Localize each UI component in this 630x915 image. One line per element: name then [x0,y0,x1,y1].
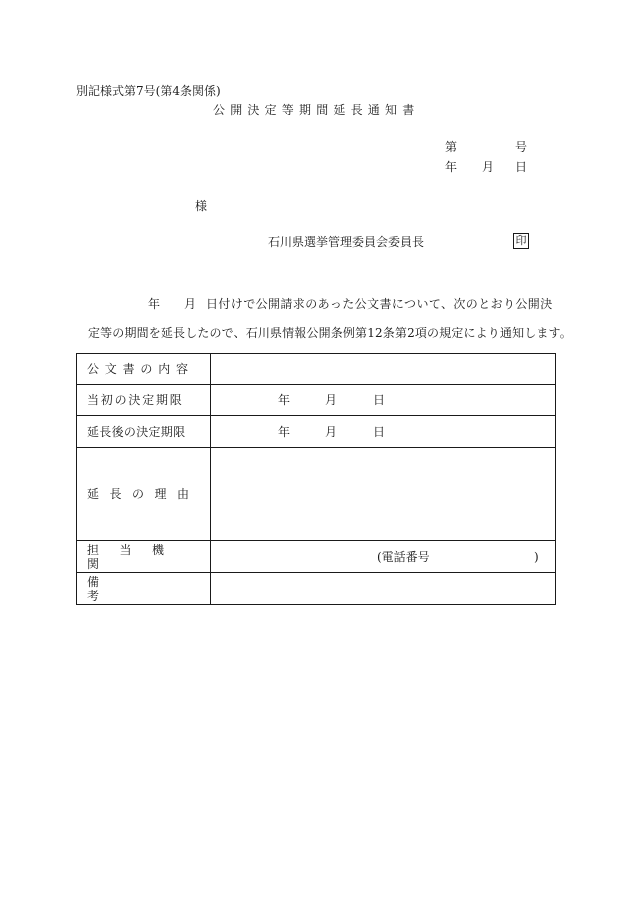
addressee-suffix: 様 [195,199,208,213]
phone-close: ) [534,549,539,564]
date-year: 年 [278,393,291,407]
original-deadline-value [211,385,556,416]
doc-date-month: 月 [482,160,495,174]
table-row [77,448,556,541]
row-label-reason [77,448,211,541]
doc-number-label: 第 [445,140,458,154]
seal-stamp: 印 [513,233,529,249]
table-row [77,416,556,448]
row-label-text: 備考 [87,574,182,603]
remarks-value [211,573,556,605]
content-value [211,354,556,385]
doc-date-year: 年 [445,160,458,174]
row-label-text: 延長後の決定期限 [87,424,186,439]
row-label-text: 延長の理由 [87,487,200,501]
table-row [77,354,556,385]
issuer-title: 石川県選挙管理委員会委員長 [268,235,425,249]
date-day: 日 [373,424,386,439]
reason-value [211,448,556,541]
body-month: 月 [184,297,197,311]
body-year: 年 [148,297,161,311]
table-row [77,573,556,605]
phone-label: (電話番号 [377,549,430,564]
row-label-remarks [77,573,211,605]
doc-date-day: 日 [515,160,528,174]
form-number: 別記様式第7号(第4条関係) [76,84,221,98]
row-label-original-deadline [77,385,211,416]
date-month: 月 [325,424,338,439]
date-month: 月 [325,393,338,407]
body-line-2: 定等の期間を延長したので、石川県情報公開条例第12条第2項の規定により通知します。 [88,326,572,340]
date-year: 年 [278,424,291,439]
table-row [77,385,556,416]
table-row [77,541,556,573]
department-value [211,541,556,573]
row-label-text: 当初の決定期限 [87,393,184,407]
extended-deadline-value [211,416,556,448]
row-label-extended-deadline [77,416,211,448]
row-label-text: 公文書の内容 [87,362,194,376]
row-label-text: 担当機関 [87,542,185,571]
document-title: 公開決定等期間延長通知書 [213,103,420,117]
date-day: 日 [373,393,386,407]
doc-number-suffix: 号 [515,140,528,154]
body-line-1: 日付けで公開請求のあった公文書について、次のとおり公開決 [206,297,553,311]
row-label-department [77,541,211,573]
row-label-content [77,354,211,385]
notice-table [76,353,556,605]
